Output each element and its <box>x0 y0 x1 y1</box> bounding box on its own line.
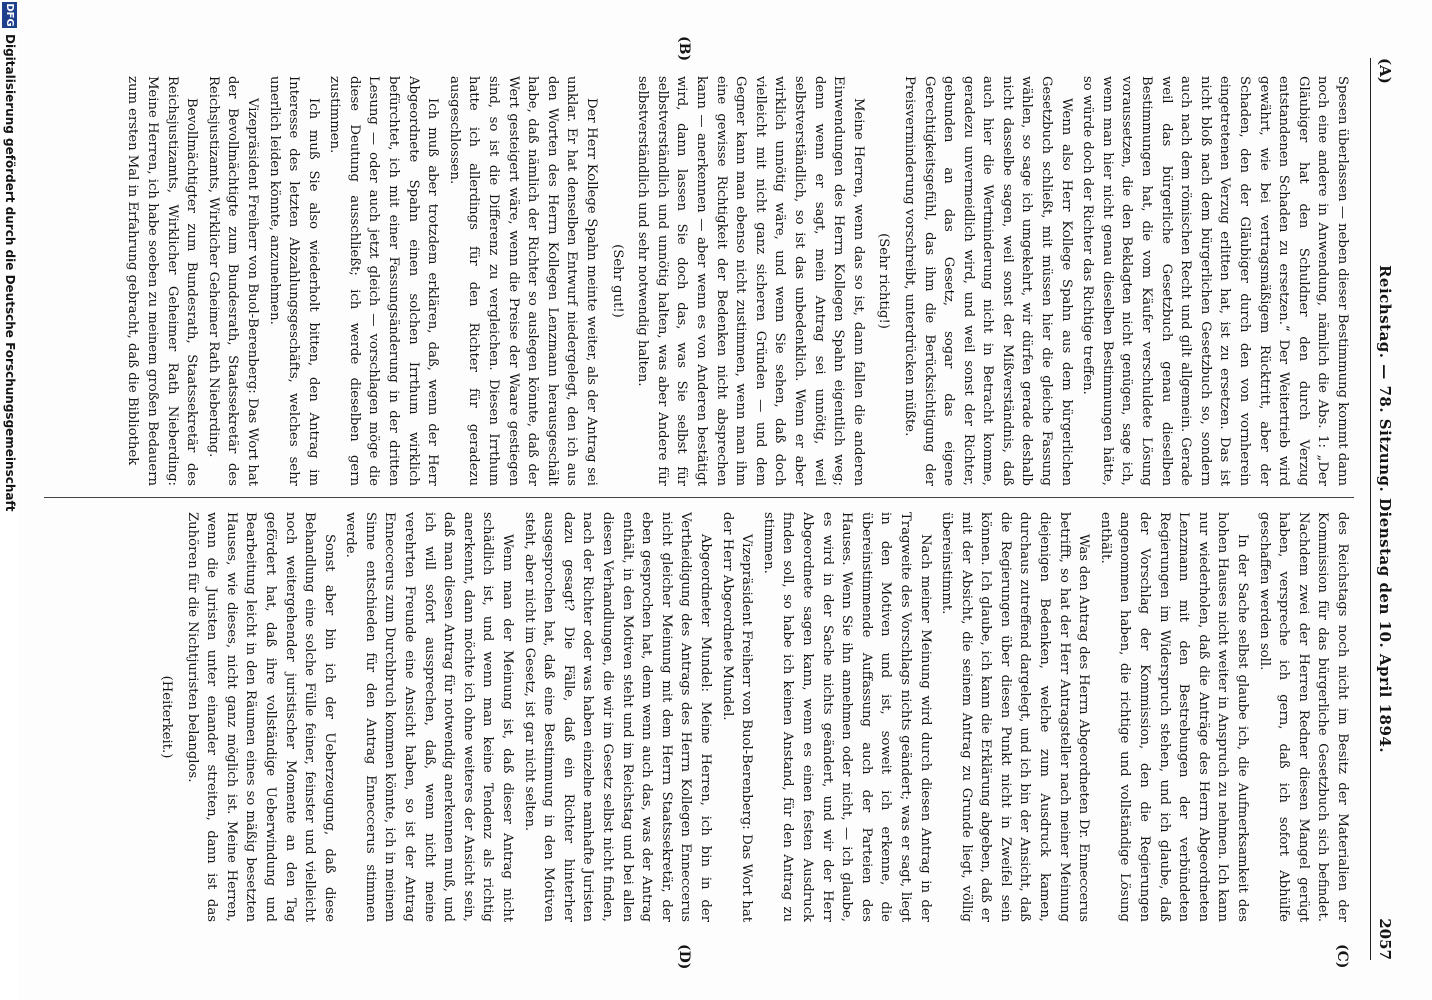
margin-marker-c: (C) <box>1334 944 1350 969</box>
paragraph: Wenn man der Meinung ist, daß dieser Antrag nicht schädlich ist, und wenn man keine Tendenz als richtig anerkennt, dann möchte ich ohne weiteres der Ansicht sein, daß man diesen Antrag für notwendig anerkennen muß, und ich will sofort aussprechen, daß, wenn nicht meine verehrten Freunde eine Ansicht haben, so ist der Antrag Enneccerus zum Durchbruch kommen könnte, ich in meinem Sinne entschieden für den Antrag Enneccerus stimmen werde. <box>343 512 516 922</box>
paragraph: Ich muß aber trotzdem erklären, daß, wenn der Herr Abgeordnete Spahn einen solchen Irrthum wirklich befürchtet, ich mit einer Fassungsänderung in der dritten Lesung — oder auch jetzt gleich — vorschlagen möge die diese Deutung ausschließt; ich werde dieselben gern zustimmen. <box>327 76 441 486</box>
speaker-paragraph: Bevollmächtigter zum Bundesrath, Staatssekretär des Reichsjustizamts, Wirklicher Geheimer Rath Nieberding: Meine Herren, ich habe soeben zu meinem großen Bedauern zum ersten Mal in Erfahrung gebracht, daß die Bibliothek <box>125 76 200 486</box>
page-header <box>1372 58 1398 960</box>
right-column <box>42 512 1352 922</box>
speaker-paragraph: Vizepräsident Freiherr von Buol-Berenberg: Das Wort hat der Bevollmächtigte zum Bundesrath, Staatssekretär des Reichsjustizamts, Wirklicher Geheimer Rath Nieberding. <box>205 76 260 486</box>
paragraph: In der Sache selbst glaube ich, die Aufmerksamkeit des hohen Hauses nicht weiter in Anspruch zu nehmen. Ich kann nur wiederholen, daß die Anträge des Herrn Abgeordneten Lenzmann mit den Bestrebungen der verbündeten Regierungen im Widerspruch stehen, und ich glaube, daß der Vorschlag der Kommission, den die Regierungen angenommen haben, die richtige und vollständige Lösung enthält. <box>1097 512 1251 922</box>
paragraph: Sonst aber bin ich der Ueberzeugung, daß diese Behandlung eine solche Fülle feiner, feinster und vielleicht noch weitergehender juristischer Momente an den Tag gefördert hat, daß ihre vollständige Ueberwindung und Bearbeitung leicht in den Räumen eines so mäßig besetzten Hauses, wie dieses, nicht ganz möglich ist. Meine Herren, wenn die Juristen unter einander streiten, dann ist das Zuhören für die Nichtjuristen belanglos. <box>184 512 337 922</box>
page-number: 2057 <box>1376 918 1394 960</box>
margin-marker-d: (D) <box>676 944 692 970</box>
column-divider <box>44 497 1354 498</box>
speaker-paragraph: Abgeordneter Mundel: Meine Herren, ich bin in der Vertheidigung des Antrags des Herrn Kollegen Enneccerus nicht gleicher Meinung mit dem Herrn Staatssekretär, der eben gesprochen hat, denn wenn auch das, was der Antrag enthält, in den Motiven steht und im Reichstag und bei allen diesen Verhandlungen, die wir im Gesetz selbst nicht finden, nach der Richter oder was haben einzelne namhafte Juristen dazu gesagt? Die Fälle, daß ein Richter hinterher ausgesprochen hat, daß eine Bestimmung in den Motiven steht, aber nicht im Gesetz, ist gar nicht selten. <box>521 512 713 922</box>
margin-marker-b: (B) <box>676 36 692 62</box>
interjection: (Heiterkeit.) <box>158 675 174 759</box>
paragraph: Was den Antrag des Herrn Abgeordneten Dr. Enneccerus betrifft, so hat der Herr Antragsteller nach meiner Meinung diejenigen Bedenken, welche zum Ausdruck kamen, durchaus zutreffend dargelegt, und ich bin der Ansicht, daß die Regierungen über diesen Punkt nicht in Zweifel sein können. Ich glaube, ich kann die Erklärung abgeben, daß er mit der Absicht, die seinem Antrag zu Grunde liegt, völlig übereinstimmt. <box>939 512 1092 922</box>
paragraph: Ich muß Sie also wiederholt bitten, den Antrag im Interesse des letzten Abzahlungsgeschäfts, welches sehr unerlich leiden könnte, anzunehmen. <box>266 76 321 486</box>
paragraph: des Reichstags noch nicht im Besitz der Materialien der Kommission für das bürgerliche Gesetzbuch sich befindet. Nachdem zwei der Herren Redner diesen Mangel gerügt haben, verspreche ich gern, daß ich sofort Abhülfe geschaffen werden soll. <box>1256 512 1350 922</box>
paragraph: Spesen überlassen — neben dieser Bestimmung kommt dann noch eine andere in Anwendung, nämlich die Abs. 1: „Der Gläubiger hat den Schuldner den durch Verzug entstandenen Schaden zu ersetzen.“ Der Weitertrieb wird gewährt, wie bei vertragsmäßigem Rücktritt, aber der Schaden, den der Gläubiger durch den von vornherein eingetretenen Verzug erlitten hat, ist zu ersetzen. Das ist nicht bloß nach dem bürgerlichen Gesetzbuch so, sondern auch nach dem römischen Recht und gilt allgemein. Gerade weil das bürgerliche Gesetzbuch genau dieselben Bestimmungen hat, die vom Käufer verschuldete Lösung voraussetzen, die den Beklagten nicht genügen, sage ich, wenn man hier nicht genau dieselben Bestimmungen hätte, so würde doch der Richter das Richtige treffen. <box>1080 76 1350 486</box>
header-rule <box>1370 58 1371 960</box>
header-title: Reichstag. — 78. Sitzung. Dienstag den 10. April 1894. <box>1376 264 1394 754</box>
funding-note: Digitalisierung gefördert durch die Deutsche Forschungsgemeinschaft <box>3 34 17 512</box>
paragraph: Nach meiner Meinung wird durch diesen Antrag in der Tragweite des Vorschlags nichts geändert; was er sagt, liegt in den Motiven und ist, soweit ich erkenne, die übereinstimmende Auffassung auch der Parteien des Hauses. Wenn Sie ihn annehmen oder nicht, — ich glaube, es wird in der Sache nichts geändert, und wir der Herr Abgeordnete sagen kann, wenn es einen festen Ausdruck finden soll, so habe ich keinen Anstand, für den Antrag zu stimmen. <box>760 512 933 922</box>
interjection: (Sehr richtig!) <box>876 233 892 329</box>
paragraph: Der Herr Kollege Spahn meinte weiter, als der Antrag sei unklar. Er hat denselben Entwurf niedergelegt, den ich aus den Worten des Herrn Kollegen Lenzmann herausgeschält habe, daß nämlich der Richter so auslegen könnte, daß der Wert gesteigert wäre, wenn die Preise der Waare gestiegen sind, so ist die Differenz zu vergleichen. Diesen Irrthum hatte ich allerdings für den Richter für geradezu ausgeschlossen. <box>446 76 600 486</box>
left-column <box>42 76 1352 486</box>
header-marker: (A) <box>1376 58 1394 84</box>
speaker-paragraph: Vizepräsident Freiherr von Buol-Berenberg: Das Wort hat der Herr Abgeordnete Mundel. <box>719 512 755 922</box>
funding-sidebar <box>0 0 18 1000</box>
paragraph: Wenn also Herr Kollege Spahn aus dem bürgerlichen Gesetzbuch schließt, mit müssen hier die gleiche Fassung wählen, so sage ich umgekehrt, wir dürfen gerade deshalb nicht dasselbe sagen, weil sonst der Mißverständnis, daß auch hier die Wertminderung nicht in Betracht komme, geradezu unvermeidlich wird, und weil sonst der Richter, gebunden an das Gesetz, sogar das eigene Gerechtigkeitsgefühl, das ihm die Berücksichtigung der Preisverminderung vorschreibt, unterdrücken müßte. <box>901 76 1074 486</box>
dfg-logo-icon: DFG <box>4 3 15 27</box>
paragraph: Meine Herren, wenn das so ist, dann fallen die anderen Einwendungen des Herrn Kollegen Spahn eigentlich weg; denn wenn er sagt, mein Antrag sei unnötig, weil selbstverständlich, so ist das unbedenklich. Wenn er aber wirklich unnötig wäre, und wenn Sie sehen, daß doch vielleicht mit nicht ganz sicheren Gründen — und dem Gegner kann man ebenso nicht zustimmen, wenn man ihm eine gewisse Richtigkeit der Bedenken nicht absprechen kann — anerkennen — aber wenn es von Anderen bestätigt wird, dann lassen Sie doch das, was Sie selbst für selbstverständlich und unnötig halten, was aber Andere für selbstverständlich und sehr notwendig halten. <box>635 76 866 486</box>
interjection: (Sehr gut!) <box>609 244 625 318</box>
